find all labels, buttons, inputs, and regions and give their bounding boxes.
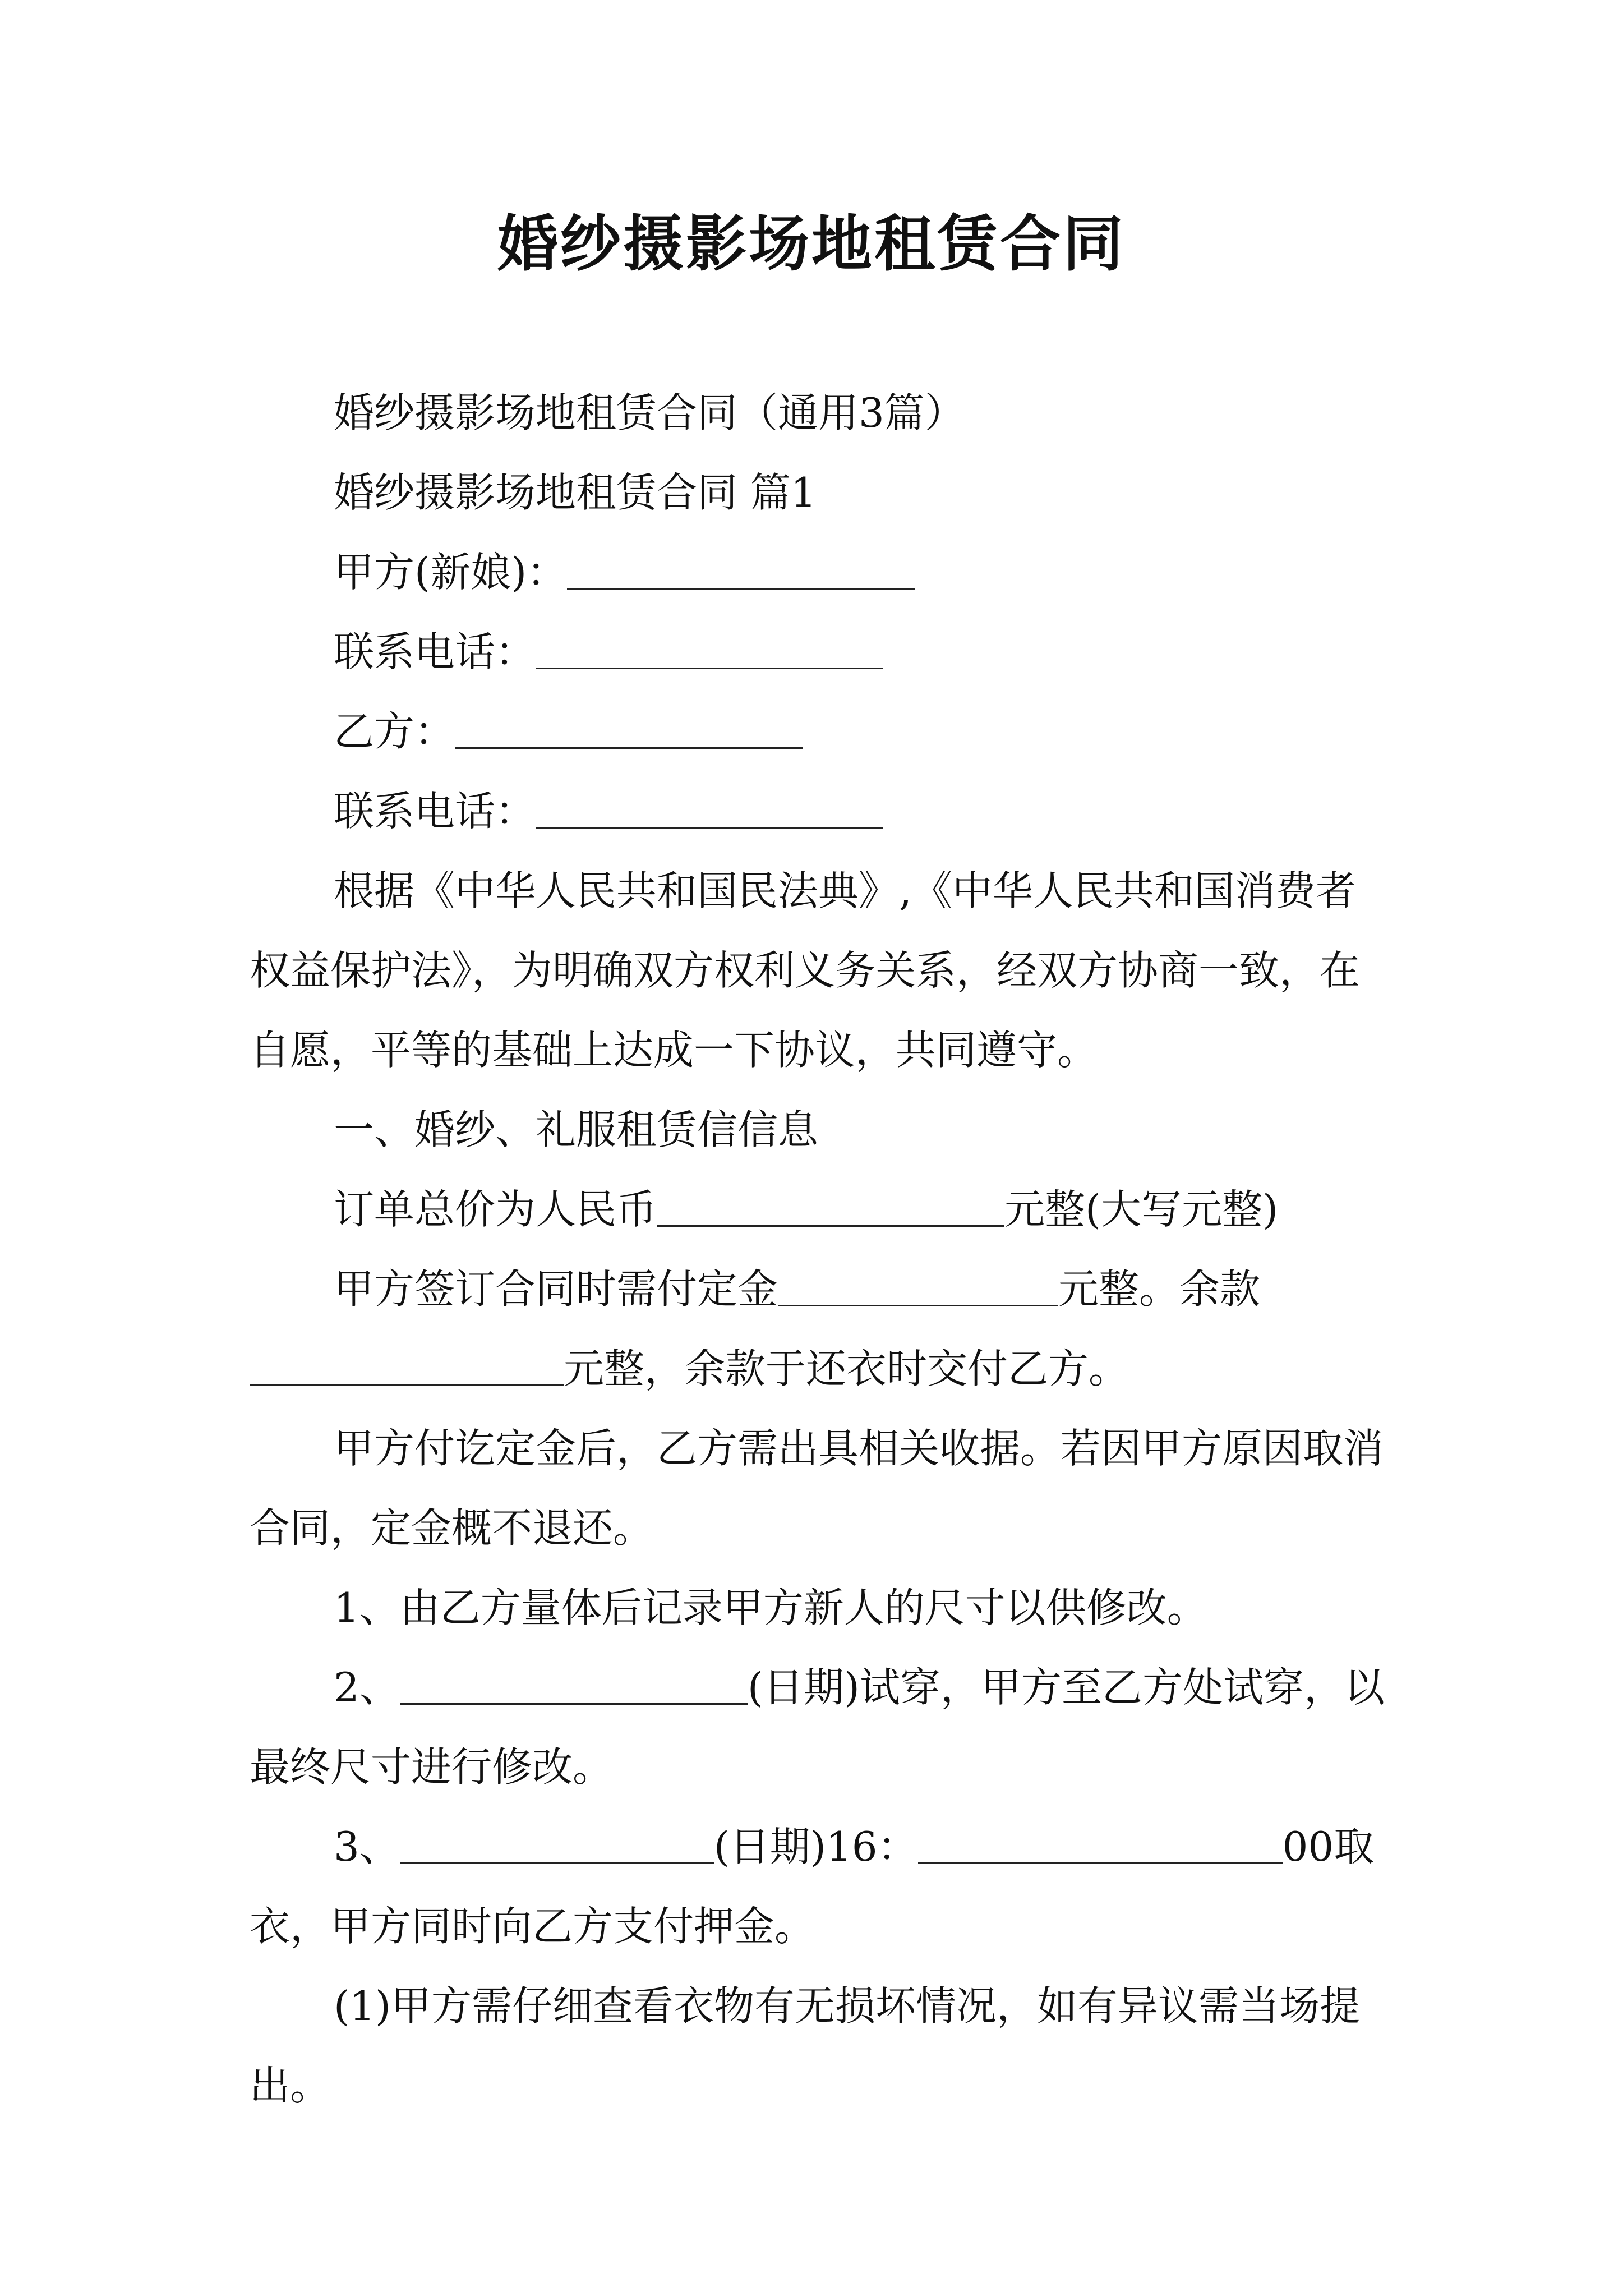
party-a-line — [250, 532, 1391, 612]
item-3-middle: (日期)16： — [713, 1823, 918, 1870]
document-title: 婚纱摄影场地租赁合同 — [497, 209, 1126, 279]
order-price-blank[interactable] — [657, 1191, 1004, 1227]
deposit-note: 甲方付讫定金后，乙方需出具相关收据。若因甲方原因取消合同，定金概不退还。 — [250, 1425, 1384, 1552]
balance-suffix: 元整，余款于还衣时交付乙方。 — [564, 1345, 1129, 1392]
deposit-middle: 元整。余款 — [1058, 1266, 1261, 1313]
section-heading: 婚纱摄影场地租赁合同 篇1 — [334, 469, 817, 516]
party-b-label: 乙方： — [334, 708, 455, 755]
party-b-blank[interactable] — [455, 714, 803, 749]
item-1: 1、由乙方量体后记录甲方新人的尺寸以供修改。 — [334, 1584, 1207, 1631]
order-price-prefix: 订单总价为人民币 — [334, 1186, 657, 1233]
phone-line-1 — [250, 612, 1391, 692]
deposit-prefix: 甲方签订合同时需付定金 — [334, 1266, 778, 1313]
phone-label-2: 联系电话： — [334, 788, 536, 835]
clause-one-heading: 一、婚纱、礼服租赁信信息 — [334, 1106, 819, 1153]
party-a-label: 甲方(新娘)： — [334, 549, 568, 596]
phone-label-1: 联系电话： — [334, 628, 536, 675]
intro-paragraph: 根据《中华人民共和国民法典》,《中华人民共和国消费者权益保护法》，为明确双方权利义务关系，经双方协商一致，在自愿，平等的基础上达成一下协议，共同遵守。 — [250, 867, 1361, 1074]
item-3-time-blank[interactable] — [918, 1829, 1283, 1864]
order-price-suffix: 元整(大写元整) — [1004, 1186, 1279, 1233]
item-2-date-blank[interactable] — [400, 1669, 748, 1705]
deposit-blank[interactable] — [778, 1271, 1058, 1306]
balance-blank[interactable] — [250, 1351, 564, 1386]
party-b-line — [250, 692, 1391, 771]
item-2-prefix: 2、 — [334, 1664, 400, 1711]
item-3-suffix: 00取衣，甲方同时向乙方支付押金。 — [250, 1823, 1375, 1950]
deposit-paragraph — [250, 1249, 1391, 1409]
item-3-prefix: 3、 — [334, 1823, 400, 1870]
phone-line-2 — [250, 771, 1391, 851]
item-2-suffix: (日期)试穿，甲方至乙方处试穿，以最终尺寸进行修改。 — [250, 1664, 1385, 1791]
item-2 — [250, 1648, 1391, 1807]
order-price-line — [250, 1170, 1391, 1249]
document-body — [250, 373, 1391, 2125]
subtitle: 婚纱摄影场地租赁合同（通用3篇） — [334, 389, 965, 436]
party-a-blank[interactable] — [567, 554, 915, 590]
phone-blank-2[interactable] — [536, 793, 883, 829]
item-3-sub-1: (1)甲方需仔细查看衣物有无损坏情况，如有异议需当场提出。 — [250, 1982, 1360, 2109]
item-3-date-blank[interactable] — [400, 1829, 714, 1864]
phone-blank-1[interactable] — [536, 634, 883, 669]
item-3 — [250, 1807, 1391, 1966]
